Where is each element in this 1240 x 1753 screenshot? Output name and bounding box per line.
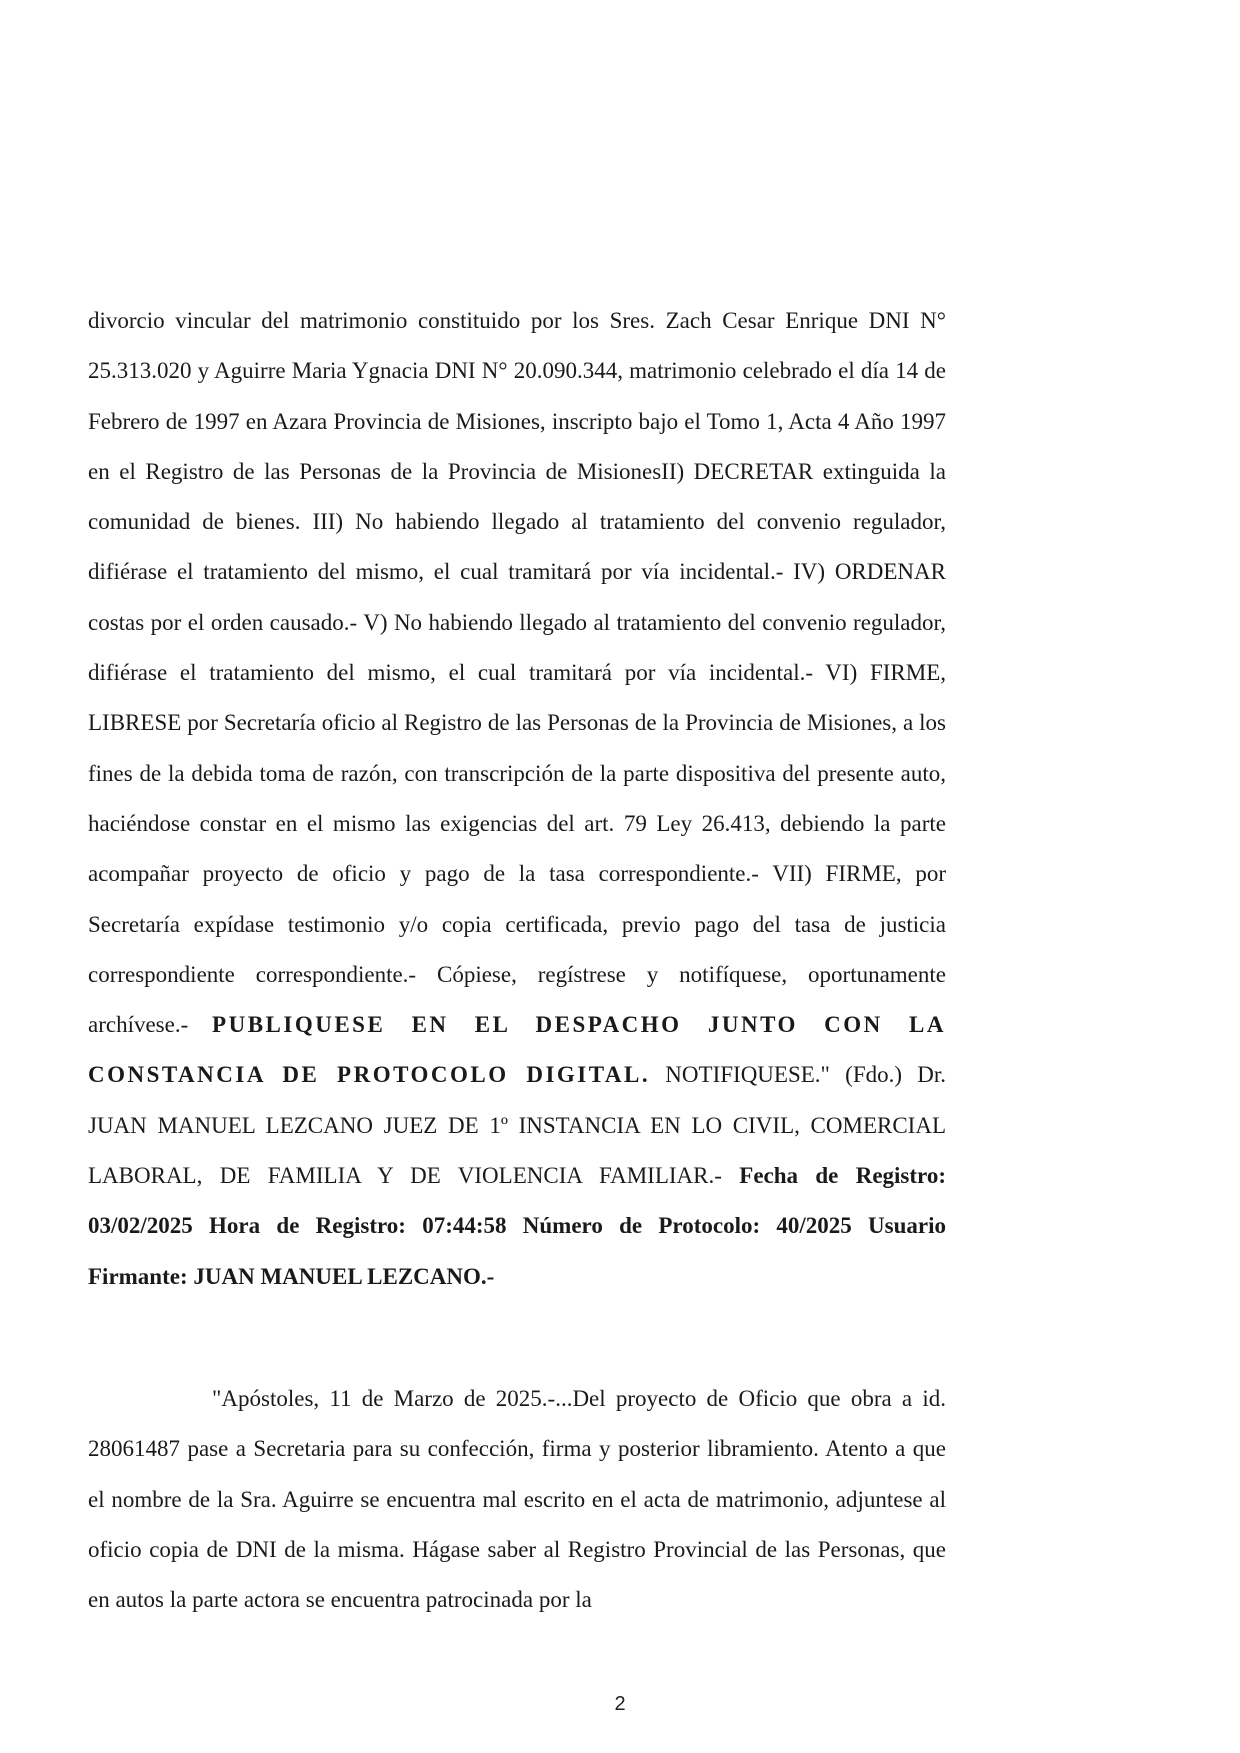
page-number: 2 xyxy=(614,1693,626,1715)
registry-details: Fecha de Registro: 03/02/2025 Hora de Registro: 07:44:58 Número de Protocolo: 40/2025 Usuario Firmante: JUAN MANUEL LEZCANO.- xyxy=(88,1163,946,1289)
signature-text: NOTIFIQUESE." (Fdo.) Dr. JUAN MANUEL LEZCANO JUEZ DE 1º INSTANCIA EN LO CIVIL, COMERCIAL LABORAL, DE FAMILIA Y DE VIOLENCIA FAMILIAR.- xyxy=(88,1062,946,1189)
decree-paragraph xyxy=(88,1374,946,1625)
resolution-text: divorcio vincular del matrimonio constituido por los Sres. Zach Cesar Enrique DNI N° 25.313.020 y Aguirre Maria Ygnacia DNI N° 20.090.344, matrimonio celebrado el día 14 de Febrero de 1997 en Azara Provincia de Misiones, inscripto bajo el Tomo 1, Acta 4 Año 1997 en el Registro de las Personas de la Provincia de MisionesII) DECRETAR extinguida la comunidad de bienes. III) No habiendo llegado al tratamiento del convenio regulador, difiérase el tratamiento del mismo, el cual tramitará por vía incidental.- IV) ORDENAR costas por el orden causado.- V) No habiendo llegado al tratamiento del convenio regulador, difiérase el tratamiento del mismo, el cual tramitará por vía incidental.- VI) FIRME, LIBRESE por Secretaría oficio al Registro de las Personas de la Provincia de Misiones, a los fines de la debida toma de razón, con transcripción de la parte dispositiva del presente auto, haciéndose constar en el mismo las exigencias del art. 79 Ley 26.413, debiendo la parte acompañar proyecto de oficio y pago de la tasa correspondiente.- VII) FIRME, por Secretaría expídase testimonio y/o copia certificada, previo pago del tasa de justicia correspondiente correspondiente.- Cópiese, regístrese y notifíquese, oportunamente archívese.- xyxy=(88,308,946,1038)
decree-text: "Apóstoles, 11 de Marzo de 2025.-...Del proyecto de Oficio que obra a id. 28061487 pase a Secretaria para su confección, firma y posterior libramiento. Atento a que el nombre de la Sra. Aguirre se encuentra mal escrito en el acta de matrimonio, adjuntese al oficio copia de DNI de la misma. Hágase saber al Registro Provincial de las Personas, que en autos la parte actora se encuentra patrocinada por la xyxy=(88,1386,946,1613)
publication-notice: PUBLIQUESE EN EL DESPACHO JUNTO CON LA CONSTANCIA DE PROTOCOLO DIGITAL. xyxy=(88,1012,947,1088)
resolution-paragraph xyxy=(88,296,946,1302)
